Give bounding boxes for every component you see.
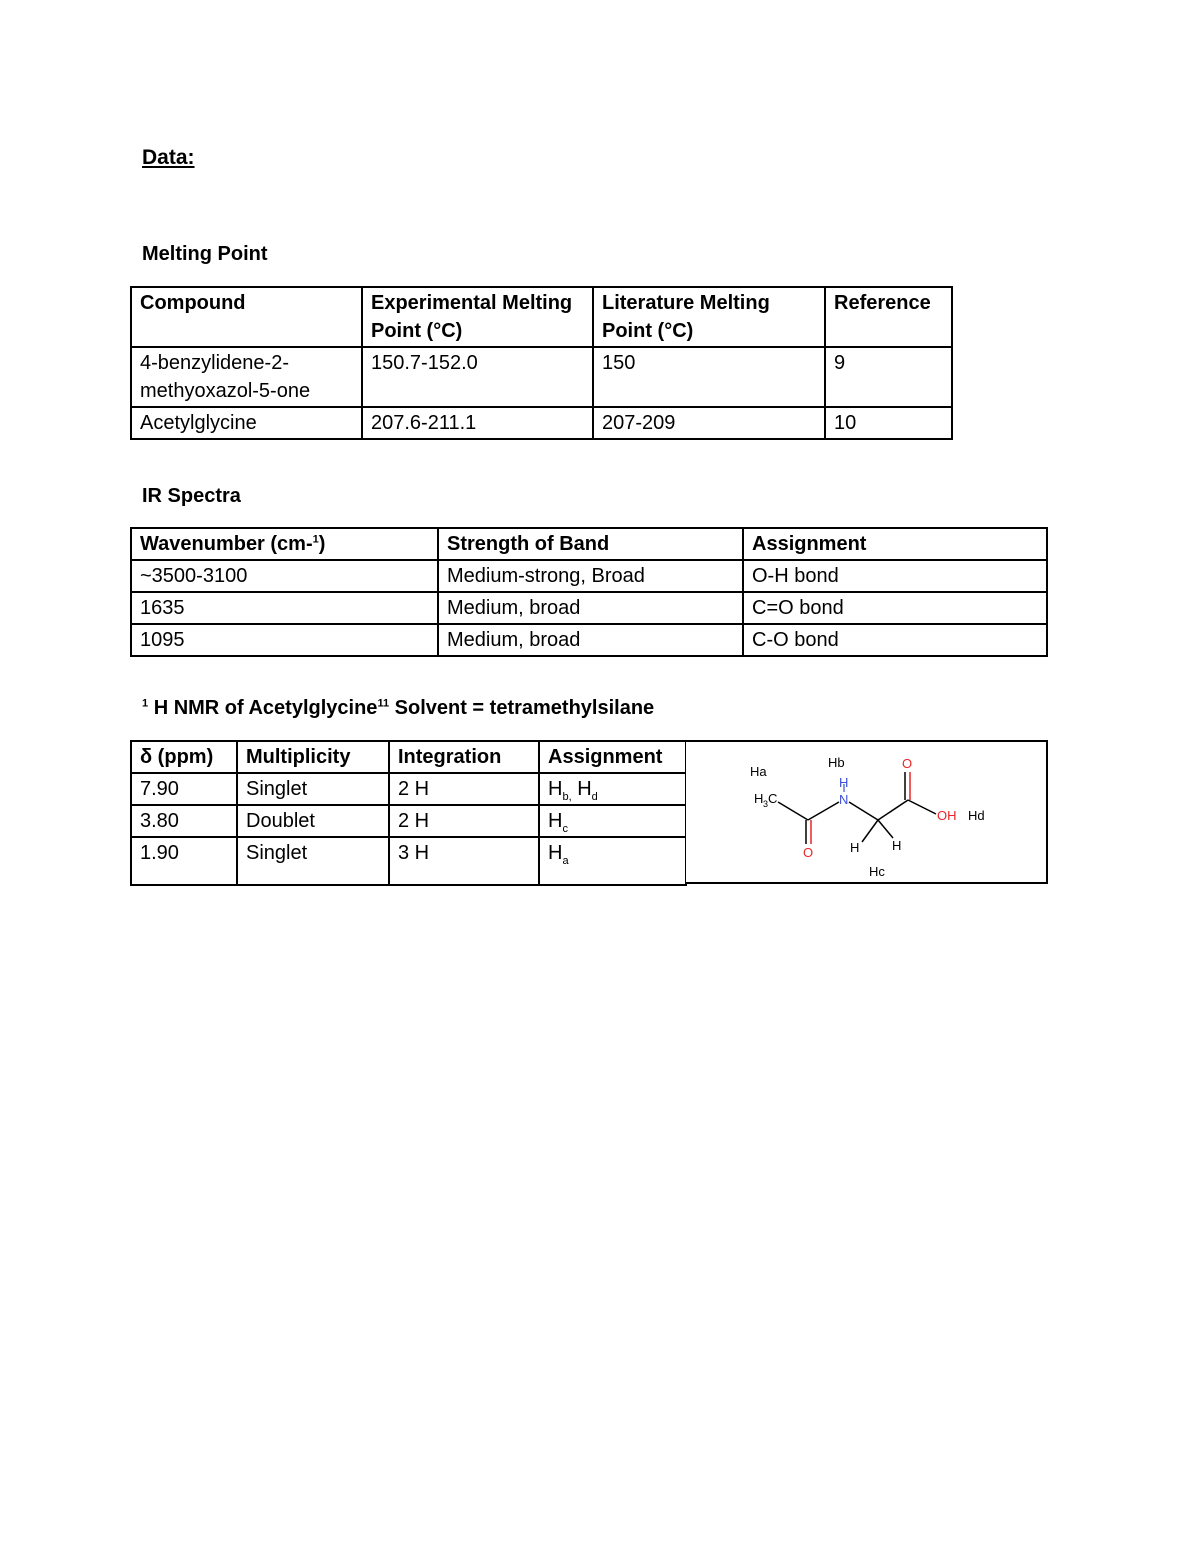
assign-h: H: [548, 778, 563, 800]
table-row: [131, 773, 686, 805]
nmr-heading-solvent: Solvent = tetramethylsilane: [394, 697, 655, 719]
assign-h: H: [548, 842, 563, 864]
cell-integration: 2 H: [389, 773, 539, 805]
cell-integration: 3 H: [389, 837, 539, 885]
label-h-right: H: [892, 838, 902, 853]
table-header-row: [131, 528, 1047, 560]
page-title: Data:: [142, 146, 195, 169]
bond-ch3-c: [778, 802, 808, 820]
table-header-row: [131, 741, 686, 773]
label-h3c-h: H: [754, 791, 764, 806]
table-row: [131, 805, 686, 837]
header-multiplicity: Multiplicity: [237, 741, 389, 773]
assign-h2: H: [571, 778, 592, 800]
nmr-heading-ref: 11: [377, 697, 390, 710]
assign-sub: c: [562, 823, 568, 835]
cell-experimental-mp: 150.7-152.0: [362, 347, 593, 407]
header-compound: Compound: [131, 287, 362, 347]
label-h3c-sub: 3: [763, 799, 769, 809]
cell-reference: 9: [825, 347, 952, 407]
label-hd: Hd: [968, 808, 985, 823]
bond-c-oh: [908, 800, 936, 814]
label-n: N: [839, 792, 849, 807]
cell-compound: Acetylglycine: [131, 407, 362, 439]
cell-multiplicity: Singlet: [237, 837, 389, 885]
header-wavenumber-close: ): [318, 533, 326, 555]
assign-sub2: d: [591, 791, 598, 803]
cell-wavenumber: 1635: [131, 592, 438, 624]
ir-spectra-table: [130, 527, 1048, 657]
header-reference: Reference: [825, 287, 952, 347]
cell-assignment: O-H bond: [743, 560, 1047, 592]
label-oh: OH: [937, 808, 957, 823]
cell-assignment: [539, 773, 686, 805]
cell-strength: Medium, broad: [438, 592, 743, 624]
label-nh-h: H: [839, 775, 849, 790]
header-wavenumber-text: Wavenumber (cm-: [140, 533, 313, 555]
header-shift: δ (ppm): [131, 741, 237, 773]
bond-ch2-c: [878, 800, 908, 820]
cell-shift: 3.80: [131, 805, 237, 837]
label-o-top: O: [902, 756, 913, 771]
ir-spectra-heading: IR Spectra: [142, 485, 241, 507]
cell-shift: 7.90: [131, 773, 237, 805]
cell-strength: Medium-strong, Broad: [438, 560, 743, 592]
nmr-heading-sup: 1: [142, 697, 149, 710]
cell-experimental-mp: 207.6-211.1: [362, 407, 593, 439]
cell-multiplicity: Singlet: [237, 773, 389, 805]
cell-shift: 1.90: [131, 837, 237, 885]
nmr-heading: [142, 697, 654, 720]
table-row: [131, 347, 952, 407]
assign-sub: b,: [562, 791, 572, 803]
label-hc: Hc: [869, 864, 885, 879]
table-header-row: [131, 287, 952, 347]
melting-point-heading: Melting Point: [142, 243, 268, 265]
cell-literature-mp: 207-209: [593, 407, 825, 439]
label-hb: Hb: [828, 755, 845, 770]
assign-h: H: [548, 810, 563, 832]
acetylglycine-structure: [686, 740, 1048, 884]
melting-point-table: [130, 286, 953, 440]
table-row: [131, 592, 1047, 624]
table-row: [131, 560, 1047, 592]
header-experimental-mp: Experimental Melting Point (°C): [362, 287, 593, 347]
cell-assignment: [539, 837, 686, 885]
cell-literature-mp: 150: [593, 347, 825, 407]
cell-wavenumber: 1095: [131, 624, 438, 656]
header-literature-mp: Literature Melting Point (°C): [593, 287, 825, 347]
header-wavenumber: [131, 528, 438, 560]
nmr-heading-main: H NMR of Acetylglycine: [153, 697, 378, 719]
cell-strength: Medium, broad: [438, 624, 743, 656]
header-assignment: Assignment: [539, 741, 686, 773]
cell-assignment: [539, 805, 686, 837]
cell-compound: 4-benzylidene-2-methyoxazol-5-one: [131, 347, 362, 407]
assign-sub: a: [562, 855, 569, 867]
label-h3c-c: C: [768, 791, 778, 806]
structure-svg: [686, 742, 1048, 886]
label-h-left: H: [850, 840, 860, 855]
header-integration: Integration: [389, 741, 539, 773]
label-o-bottom: O: [803, 845, 814, 860]
cell-multiplicity: Doublet: [237, 805, 389, 837]
bond-n-ch2: [849, 802, 878, 820]
label-ha: Ha: [750, 764, 767, 779]
nmr-table: [130, 740, 687, 886]
cell-integration: 2 H: [389, 805, 539, 837]
table-row: [131, 837, 686, 885]
cell-wavenumber: ~3500-3100: [131, 560, 438, 592]
header-assignment: Assignment: [743, 528, 1047, 560]
cell-assignment: C=O bond: [743, 592, 1047, 624]
bond-c-n: [808, 802, 839, 820]
structure-labels: [750, 755, 985, 879]
table-row: [131, 407, 952, 439]
header-strength: Strength of Band: [438, 528, 743, 560]
header-wavenumber-sup: 1: [312, 533, 319, 546]
table-row: [131, 624, 1047, 656]
cell-assignment: C-O bond: [743, 624, 1047, 656]
bond-ch2-h-right: [878, 820, 893, 838]
cell-reference: 10: [825, 407, 952, 439]
bond-ch2-h-left: [862, 820, 878, 842]
